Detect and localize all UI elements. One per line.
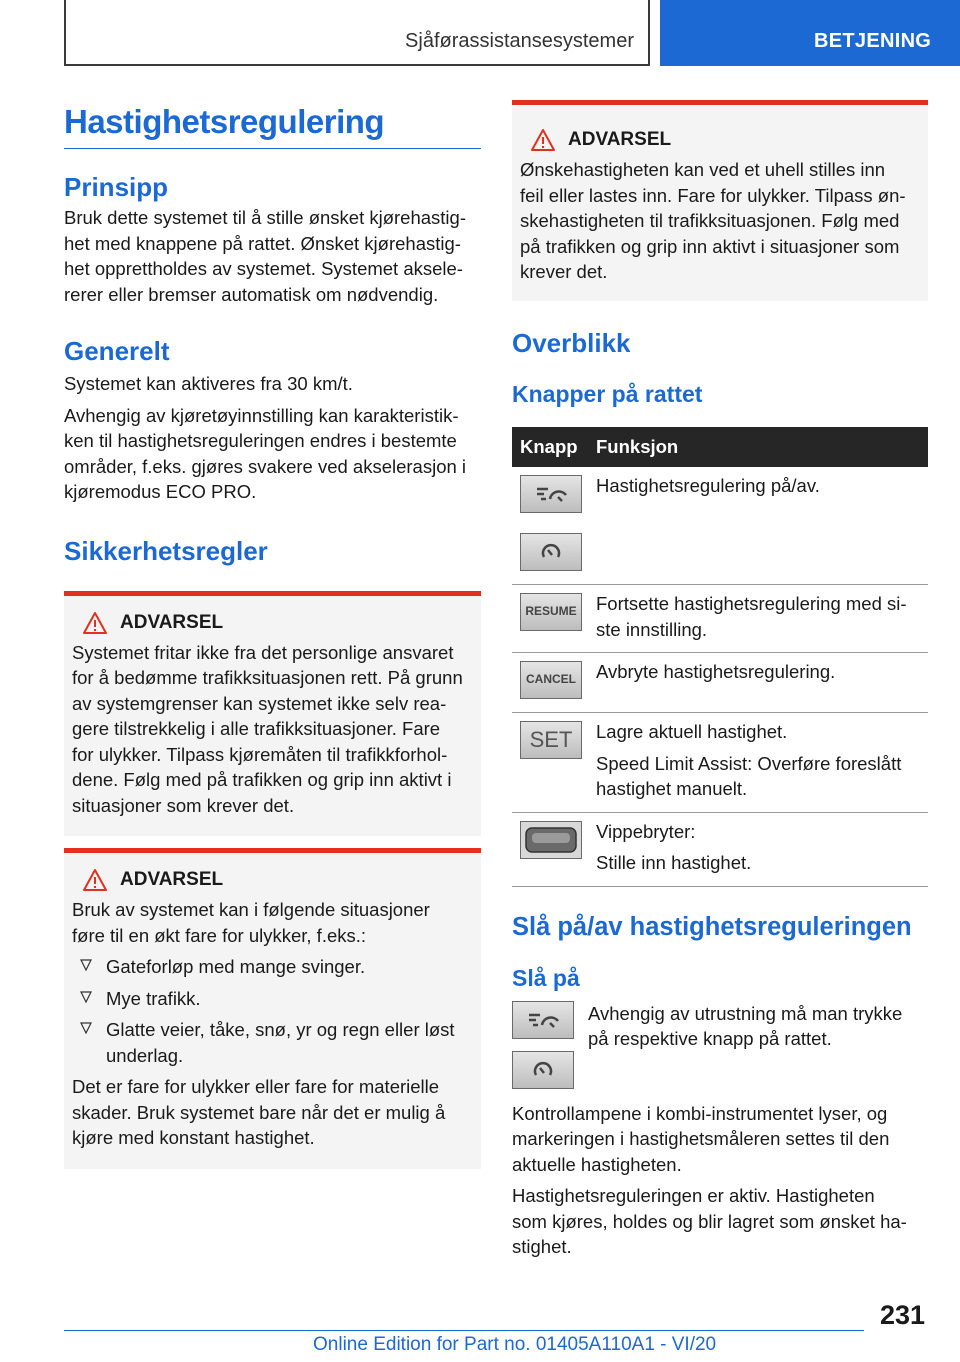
list-item: Mye trafikk. [72,986,473,1012]
warning-box-3 [512,100,928,301]
column-header-knapp: Knapp [512,427,596,467]
page-title: Hastighetsregulering [64,100,481,149]
table-row [512,585,928,653]
resume-button-icon: RESUME [520,593,582,631]
table-row [512,812,928,886]
rocker-switch-icon [520,821,582,859]
warning-text: Systemet fritar ikke fra det personlige ansvaret for å bedømme trafikksituasjonen rett. På grunn av systemgrenser kan systemet ikke selv rea- gere tilstrekkelig i alle trafikksituasjoner. Fare for ulykker. Tilpass kjøremåten til trafikkforhol- dene. Følg med på trafikken og grip inn aktivt i situasjoner som krever det. [72,641,463,816]
header-chapter-tab [660,0,960,66]
page-number: 231 [880,1300,926,1330]
table-row [512,713,928,813]
warning-list [72,954,473,1068]
warning-box-2 [64,848,481,1169]
list-item: Glatte veier, tåke, snø, yr og regn eller løst underlag. [72,1017,473,1068]
warning-outro: Det er fare for ulykker eller fare for materielle skader. Bruk systemet bare når det er mulig å kjøre med konstant hastighet. [72,1076,446,1148]
footer-rule [64,1330,864,1331]
sla-pa-block [512,1001,928,1089]
warning-triangle-icon [530,128,556,152]
warning-title: ADVARSEL [568,129,672,150]
column-header-funksjon: Funksjon [596,427,928,467]
warning-triangle-icon [82,611,108,635]
header-section-title: Sjåførassistansesystemer [405,30,634,52]
heading-generelt: Generelt [64,336,170,366]
list-item: Gateforløp med mange svinger. [72,954,473,980]
heading-sla-pa: Slå på [512,964,580,991]
cancel-button-icon: CANCEL [520,661,582,699]
warning-title: ADVARSEL [120,869,224,890]
sla-pa-text: Avhengig av utrustning må man trykke på respektive knapp på rattet. [588,1002,903,1049]
cruise-gauge-icon [520,533,582,571]
funksjon-cell: Lagre aktuell hastighet. Speed Limit Assist: Overføre foreslått hastighet manuelt. [596,713,928,813]
footer-edition: Online Edition for Part no. 01405A110A1 - VI/20 [313,1334,717,1355]
heading-sla-pa-av: Slå på/av hastighetsreguleringen [512,912,912,941]
cruise-toggle-icon [512,1001,574,1039]
funksjon-cell: Avbryte hastighetsregulering. [596,653,928,713]
warning-text: Ønskehastigheten kan ved et uhell stilles inn feil eller lastes inn. Fare for ulykker. Tilpass øn- skehastigheten til trafikksituasjonen. Følg med på trafikken og grip inn aktivt i situasjoner som krever det. [520,159,906,282]
heading-overblikk: Overblikk [512,327,631,358]
left-column [64,100,481,1169]
heading-sikkerhetsregler: Sikkerhetsregler [64,535,268,566]
set-button-icon: SET [520,721,582,759]
aktiv-text: Hastighetsreguleringen er aktiv. Hastigheten som kjøres, holdes og blir lagret som ønsket ha- stighet. [512,1185,907,1257]
warning-triangle-icon [82,868,108,892]
bullet-triangle-icon [80,1022,92,1034]
buttons-table [512,427,928,887]
warning-box-1 [64,591,481,837]
table-row [512,467,928,585]
header-chapter-title: BETJENING [814,30,932,52]
bullet-triangle-icon [80,991,92,1003]
bullet-triangle-icon [80,959,92,971]
prinsipp-text: Bruk dette systemet til å stille ønsket kjørehastig- het med knappene på rattet. Ønsket kjørehastig- het opprettholdes av systemet. Systemet aksele- rerer eller bremser automatisk om nødvendig. [64,207,466,305]
warning-title: ADVARSEL [120,611,224,633]
generelt-text-1: Systemet kan aktiveres fra 30 km/t. [64,373,353,394]
header-section-box [64,0,650,66]
kontrollampene-text: Kontrollampene i kombi-instrumentet lyser, og markeringen i hastighetsmåleren settes til den aktuelle hastigheten. [512,1102,890,1175]
funksjon-cell: Fortsette hastighetsregulering med si- ste innstilling. [596,585,928,653]
funksjon-cell: Hastighetsregulering på/av. [596,467,928,585]
heading-prinsipp: Prinsipp [64,172,169,202]
right-column [512,100,928,1260]
heading-knapper-pa-rattet: Knapper på rattet [512,380,703,407]
funksjon-cell: Vippebryter: Stille inn hastighet. [596,812,928,886]
cruise-gauge-icon [512,1051,574,1089]
table-row [512,653,928,713]
generelt-text-2: Avhengig av kjøretøyinnstilling kan karakteristik- ken til hastighetsreguleringen endres i bestemte områder, f.eks. gjøres svakere ved akselerasjon i kjøremodus ECO PRO. [64,404,467,502]
table-header-row [512,427,928,467]
cruise-toggle-icon [520,475,582,513]
warning-intro: Bruk av systemet kan i følgende situasjoner føre til en økt fare for ulykker, f.eks.: [72,899,430,946]
